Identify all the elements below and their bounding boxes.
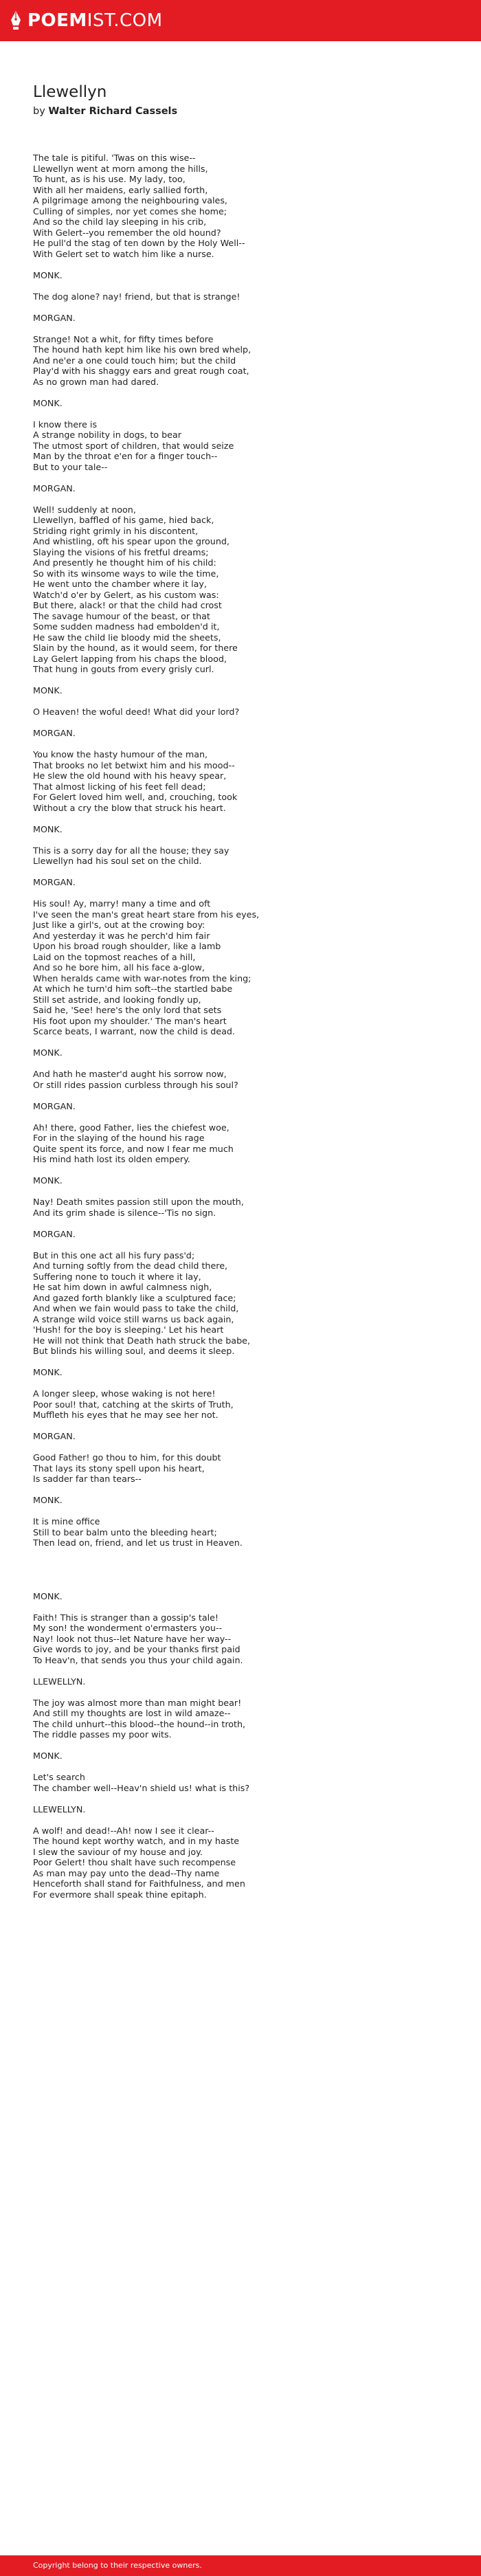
stanza-break — [33, 1559, 459, 1570]
stanza-break — [33, 888, 459, 899]
stanza-break — [33, 813, 459, 824]
poem-line: To hunt, as is his use. My lady, too, — [33, 174, 186, 184]
logo-light-text: IST.COM — [87, 10, 163, 31]
poem-line: Striding right grimly in his discontent, — [33, 525, 199, 536]
author-link[interactable]: Walter Richard Cassels — [48, 106, 178, 117]
poem-line: Slain by the hound, as it would seem, for there — [33, 643, 238, 653]
stanza-break — [33, 675, 459, 686]
poem-line: MONK. — [33, 1175, 63, 1186]
stanza-break — [33, 1687, 459, 1698]
poem-line: And gazed forth blankly like a sculptured face; — [33, 1292, 236, 1303]
stanza-break — [33, 834, 459, 845]
poem-line: When heralds came with war-notes from the king; — [33, 973, 251, 984]
logo-bold-text: POEM — [27, 10, 87, 31]
poem-line: MONK. — [33, 1590, 63, 1601]
stanza-break — [33, 1601, 459, 1612]
poem-line: That brooks no let betwixt him and his mood-- — [33, 759, 235, 770]
poem-line: Nay! look not thus--let Nature have her way-- — [33, 1633, 232, 1644]
poem-line: Strange! Not a whit, for fifty times before — [33, 333, 214, 344]
stanza-break — [33, 1762, 459, 1773]
poem-line: And yesterday it was he perch'd him fair — [33, 930, 210, 941]
poem-line: That almost licking of his feet fell dead; — [33, 781, 206, 792]
poem-line: He pull'd the stag of ten down by the Holy Well-- — [33, 238, 245, 248]
stanza-break — [33, 696, 459, 707]
poem-line: This is a sorry day for all the house; they say — [33, 845, 230, 856]
poem-line: And whistling, oft his spear upon the ground, — [33, 536, 230, 546]
poem-line: He saw the child lie bloody mid the sheets, — [33, 632, 221, 643]
stanza-break — [33, 1485, 459, 1496]
poem-line: MORGAN. — [33, 728, 76, 738]
poem-line: A strange wild voice still warns us back again, — [33, 1313, 234, 1324]
poem-line: Llewellyn went at morn among the hills, — [33, 163, 208, 174]
poem-line: Upon his broad rough shoulder, like a lamb — [33, 941, 221, 951]
poem-line: Quite spent its force, and now I fear me much — [33, 1143, 234, 1154]
stanza-break — [33, 1218, 459, 1229]
poem-line: My son! the wonderment o'ermasters you-- — [33, 1623, 223, 1633]
poem-line: Suffering none to touch it where it lay, — [33, 1271, 201, 1282]
poem-line: Poor Gelert! thou shalt have such recompense — [33, 1857, 236, 1867]
poem-line: LLEWELLYN. — [33, 1803, 86, 1814]
poem-line: MONK. — [33, 1751, 63, 1761]
site-header — [0, 0, 481, 41]
poem-line: MORGAN. — [33, 1228, 76, 1239]
poem-line: A wolf! and dead!--Ah! now I see it clear-- — [33, 1825, 214, 1836]
copyright-notice: Copyright belong to their respective owners. — [33, 2561, 202, 2570]
poem-line: Let's search — [33, 1772, 85, 1782]
stanza-break — [33, 472, 459, 483]
poem-title: Llewellyn — [33, 83, 107, 101]
poem-line: He will not think that Death hath struck the babe, — [33, 1335, 250, 1346]
poem-line: It is mine office — [33, 1516, 100, 1526]
stanza-break — [33, 1548, 459, 1559]
poem-line: And ne'er a one could touch him; but the child — [33, 355, 236, 366]
poem-line: MONK. — [33, 397, 63, 408]
poem-line: Still to bear balm unto the bleeding heart; — [33, 1526, 217, 1537]
poem-line: O Heaven! the woful deed! What did your lord? — [33, 707, 240, 717]
poem-line: 'Hush! for the boy is sleeping.' Let his heart — [33, 1324, 224, 1335]
stanza-break — [33, 1580, 459, 1591]
poem-line: The riddle passes my poor wits. — [33, 1729, 172, 1740]
poem-line: Henceforth shall stand for Faithfulness, and men — [33, 1878, 245, 1889]
poem-line: For Gelert loved him well, and, crouching, took — [33, 792, 238, 802]
poem-line: The tale is pitiful. 'Twas on this wise-- — [33, 153, 196, 163]
poem-line: Lay Gelert lapping from his chaps the blood, — [33, 653, 227, 664]
poem-line: He went unto the chamber where it lay, — [33, 579, 207, 589]
poem-line: The hound kept worthy watch, and in my haste — [33, 1836, 240, 1846]
poem-line: And its grim shade is silence--'Tis no sign. — [33, 1207, 216, 1218]
poem-line: He slew the old hound with his heavy spear, — [33, 770, 227, 781]
stanza-break — [33, 1421, 459, 1432]
poem-line: As man may pay unto the dead--Thy name — [33, 1867, 220, 1878]
poem-line: The joy was almost more than man might bear! — [33, 1697, 242, 1708]
poem-line: But there, alack! or that the child had crost — [33, 600, 222, 610]
poem-line: MORGAN. — [33, 482, 76, 493]
stanza-break — [33, 1506, 459, 1517]
poem-line: Faith! This is stranger than a gossip's tale! — [33, 1612, 219, 1623]
poem-line: Said he, 'See! here's the only lord that sets — [33, 1005, 222, 1015]
poem-line: With Gelert set to watch him like a nurse. — [33, 248, 214, 259]
poem-line: For in the slaying of the hound his rage — [33, 1133, 205, 1143]
poem-line: His foot upon my shoulder.' The man's heart — [33, 1015, 227, 1026]
stanza-break — [33, 387, 459, 398]
poem-line: And when we fain would pass to take the child, — [33, 1303, 239, 1313]
stanza-break — [33, 1165, 459, 1176]
stanza-break — [33, 1037, 459, 1048]
poem-line: Slaying the visions of his fretful dreams; — [33, 546, 209, 557]
stanza-break — [33, 1570, 459, 1581]
poem-line: Man by the throat e'en for a finger touch-- — [33, 451, 218, 461]
poem-line: Still set astride, and looking fondly up, — [33, 994, 201, 1005]
poem-line: MONK. — [33, 823, 63, 834]
stanza-break — [33, 1740, 459, 1751]
poem-line: A longer sleep, whose waking is not here! — [33, 1388, 216, 1399]
poem-line: But blinds his willing soul, and deems it sleep. — [33, 1346, 235, 1356]
poem-line: And so he bore him, all his face a-glow, — [33, 962, 205, 973]
poem-line: Well! suddenly at noon, — [33, 504, 136, 515]
poem-line: Ah! there, good Father, lies the chiefest woe, — [33, 1122, 230, 1133]
poem-line: He sat him down in awful calmness nigh, — [33, 1282, 212, 1292]
poem-line: A pilgrimage among the neighbouring vales, — [33, 195, 227, 206]
poem-line: That lays its stony spell upon his heart, — [33, 1463, 205, 1474]
stanza-break — [33, 280, 459, 291]
stanza-break — [33, 323, 459, 334]
poem-line: His mind hath lost its olden empery. — [33, 1154, 190, 1164]
poem-line: And presently he thought him of his child: — [33, 557, 216, 568]
poem-line: Llewellyn had his soul set on the child. — [33, 856, 202, 866]
poem-line: Llewellyn, baffled of his game, hied back, — [33, 515, 214, 525]
poem-line: A strange nobility in dogs, to bear — [33, 430, 181, 440]
stanza-break — [33, 1357, 459, 1368]
poem-line: But to your tale-- — [33, 461, 108, 472]
poem-line: That hung in gouts from every grisly curl. — [33, 664, 214, 674]
stanza-break — [33, 1111, 459, 1122]
poem-line: The hound hath kept him like his own bred whelp, — [33, 344, 251, 355]
poem-line: At which he turn'd him soft--the startled babe — [33, 984, 233, 994]
poem-line: Is sadder far than tears-- — [33, 1474, 142, 1484]
poem-line: MONK. — [33, 1495, 63, 1505]
poem-line: MORGAN. — [33, 877, 76, 887]
stanza-break — [33, 1186, 459, 1197]
poem-line: And so the child lay sleeping in his crib, — [33, 216, 207, 227]
poem-line: And turning softly from the dead child there, — [33, 1261, 228, 1271]
stanza-break — [33, 408, 459, 419]
poem-line: MONK. — [33, 1047, 63, 1058]
poem-line: His soul! Ay, marry! many a time and oft — [33, 898, 211, 909]
poem-line: The dog alone? nay! friend, but that is strange! — [33, 291, 240, 302]
pen-nib-icon — [10, 10, 22, 31]
poem-line: Some sudden madness had embolden'd it, — [33, 621, 220, 632]
poem-line: MONK. — [33, 269, 63, 280]
poem-line: Give words to joy, and be your thanks first paid — [33, 1644, 240, 1654]
poem-line: And still my thoughts are lost in wild amaze-- — [33, 1708, 231, 1718]
poem-line: The savage humour of the beast, or that — [33, 610, 210, 621]
stanza-break — [33, 739, 459, 750]
poem-line: As no grown man had dared. — [33, 376, 159, 387]
poem-line: You know the hasty humour of the man, — [33, 749, 208, 759]
stanza-break — [33, 493, 459, 504]
poem-line: Just like a girl's, out at the crowing boy: — [33, 920, 205, 930]
poem-line: Good Father! go thou to him, for this doubt — [33, 1452, 221, 1463]
byline-prefix: by — [33, 106, 45, 117]
stanza-break — [33, 1378, 459, 1389]
stanza-break — [33, 867, 459, 878]
poem-byline — [33, 104, 459, 118]
poem-line: Watch'd o'er by Gelert, as his custom was: — [33, 589, 219, 600]
poem-line: LLEWELLYN. — [33, 1676, 86, 1687]
logo-wordmark — [27, 9, 163, 32]
poem-line: Without a cry the blow that struck his heart. — [33, 802, 226, 813]
poem-line: MONK. — [33, 1367, 63, 1377]
poem-line: With all her maidens, early sallied forth, — [33, 184, 208, 195]
poem-line: So with its winsome ways to wile the time, — [33, 568, 219, 579]
poem-content — [33, 82, 459, 1900]
site-footer — [0, 2555, 481, 2576]
poem-line: I slew the saviour of my house and joy. — [33, 1846, 203, 1857]
poem-line: With Gelert--you remember the old hound? — [33, 227, 221, 238]
poem-line: And hath he master'd aught his sorrow now, — [33, 1069, 227, 1079]
site-logo[interactable] — [10, 9, 163, 32]
poem-line: MONK. — [33, 685, 63, 696]
poem-body — [33, 153, 459, 1900]
stanza-break — [33, 1058, 459, 1069]
poem-line: Scarce beats, I warrant, now the child is dead. — [33, 1026, 235, 1036]
stanza-break — [33, 1239, 459, 1250]
poem-line: Laid on the topmost reaches of a hill, — [33, 951, 196, 962]
poem-line: Or still rides passion curbless through his soul? — [33, 1079, 238, 1090]
poem-line: Then lead on, friend, and let us trust in Heaven. — [33, 1537, 243, 1548]
stanza-break — [33, 718, 459, 729]
poem-line: Muffleth his eyes that he may see her not. — [33, 1410, 219, 1420]
stanza-break — [33, 1814, 459, 1825]
poem-line: Poor soul! that, catching at the skirts of Truth, — [33, 1399, 234, 1410]
poem-line: Nay! Death smites passion still upon the mouth, — [33, 1197, 244, 1207]
poem-line: MORGAN. — [33, 312, 76, 323]
poem-line: For evermore shall speak thine epitaph. — [33, 1889, 207, 1900]
poem-line: Culling of simples, nor yet comes she home; — [33, 206, 227, 216]
poem-line: Play'd with his shaggy ears and great rough coat, — [33, 366, 249, 376]
poem-line: I've seen the man's great heart stare from his eyes, — [33, 909, 260, 920]
poem-line: MORGAN. — [33, 1431, 76, 1441]
poem-line: But in this one act all his fury pass'd; — [33, 1250, 195, 1261]
poem-line: MORGAN. — [33, 1100, 76, 1111]
stanza-break — [33, 1090, 459, 1101]
poem-line: The chamber well--Heav'n shield us! what is this? — [33, 1782, 250, 1793]
poem-line: The utmost sport of children, that would seize — [33, 440, 234, 451]
stanza-break — [33, 302, 459, 313]
poem-line: I know there is — [33, 419, 98, 430]
stanza-break — [33, 1793, 459, 1804]
stanza-break — [33, 1665, 459, 1676]
stanza-break — [33, 1442, 459, 1453]
poem-line: To Heav'n, that sends you thus your child again. — [33, 1654, 243, 1665]
stanza-break — [33, 259, 459, 270]
poem-line: The child unhurt--this blood--the hound--in troth, — [33, 1718, 246, 1729]
